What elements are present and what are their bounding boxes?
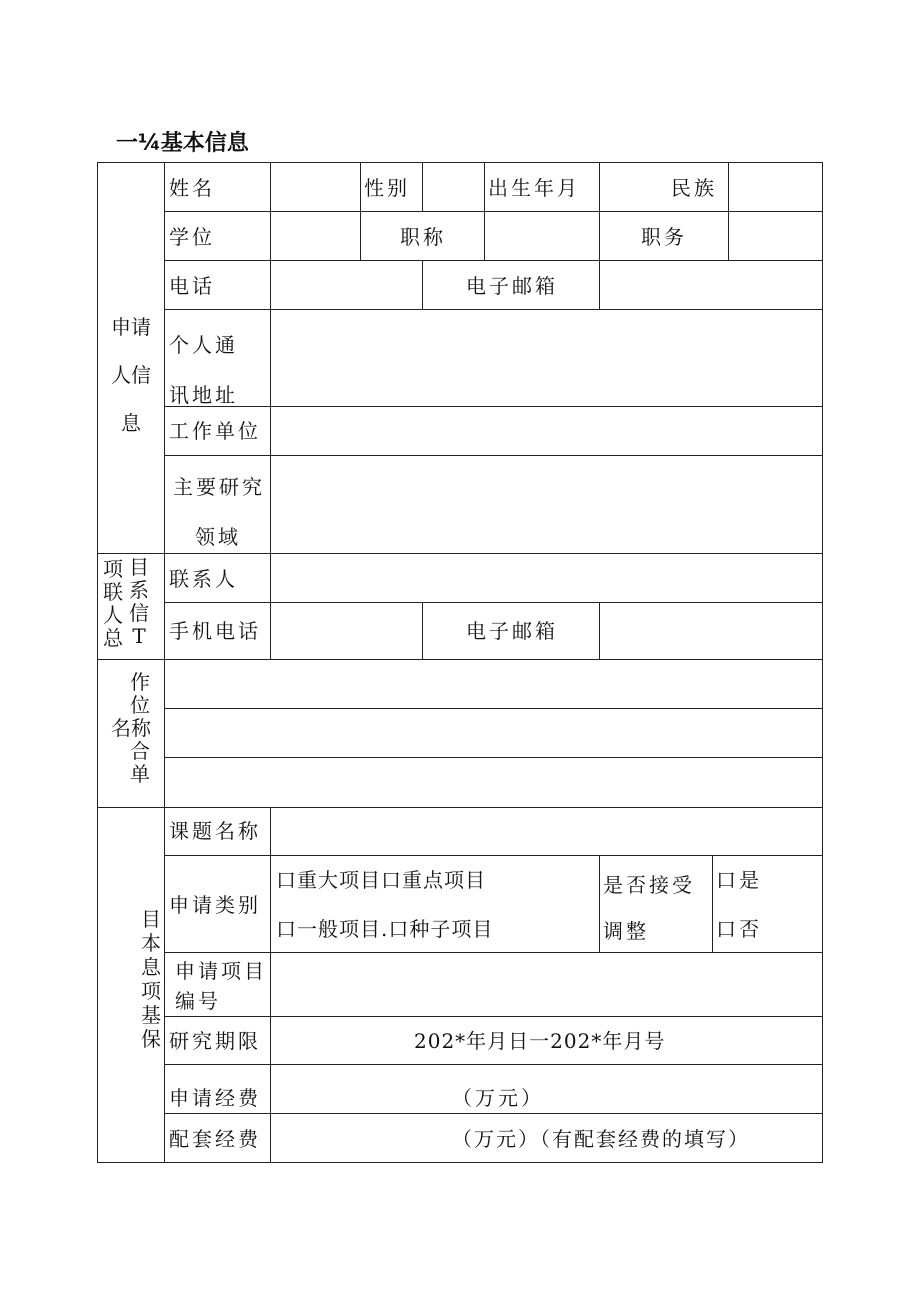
column-divider <box>599 162 600 310</box>
address-label: 个人通 讯地址 <box>169 333 238 407</box>
column-divider <box>599 855 600 953</box>
column-divider <box>360 211 361 261</box>
row-divider <box>97 807 823 808</box>
gender-label: 性别 <box>364 176 410 200</box>
requested-funding-value: （万元） <box>452 1086 544 1110</box>
research-field-label: 主要研究 领域 <box>173 475 265 549</box>
project-basic-info-group-label: 目本息项基保 <box>141 907 161 1051</box>
birth-date-label: 出生年月 <box>488 176 580 200</box>
column-divider <box>599 602 600 660</box>
row-divider <box>164 211 823 212</box>
column-divider <box>484 162 485 261</box>
applicant-group-label: 申请 人信 息 <box>111 315 151 435</box>
table-border-right <box>822 162 823 1163</box>
contact-group-label: 项联人总 目系信T <box>103 555 149 650</box>
position-label: 职务 <box>641 225 687 249</box>
row-divider <box>164 708 823 709</box>
row-divider <box>97 659 823 660</box>
column-divider <box>422 260 423 310</box>
topic-name-label: 课题名称 <box>169 819 261 843</box>
column-divider <box>728 162 729 261</box>
row-divider <box>164 406 823 407</box>
email-label: 电子邮箱 <box>466 274 558 298</box>
accept-adjustment-label: 是否接受 调整 <box>603 873 695 943</box>
row-divider <box>164 1064 823 1065</box>
column-divider <box>422 162 423 212</box>
ethnicity-label: 民族 <box>671 176 717 200</box>
matching-funding-value: （万元）（有配套经费的填写） <box>452 1127 750 1151</box>
row-divider <box>164 952 823 953</box>
name-label: 姓名 <box>169 176 215 200</box>
column-divider <box>360 162 361 212</box>
category-label: 申请类别 <box>169 893 261 917</box>
column-divider <box>422 602 423 660</box>
row-divider <box>164 309 823 310</box>
contact-email-label: 电子邮箱 <box>466 619 558 643</box>
matching-funding-label: 配套经费 <box>169 1127 261 1151</box>
row-divider <box>164 602 823 603</box>
adjust-yes-checkbox[interactable]: 口是 <box>716 868 762 892</box>
research-period-label: 研究期限 <box>169 1029 261 1053</box>
column-divider <box>712 855 713 953</box>
contact-person-label: 联系人 <box>169 567 238 591</box>
column-divider <box>270 162 271 660</box>
row-divider <box>164 855 823 856</box>
column-divider <box>270 807 271 1163</box>
degree-label: 学位 <box>169 225 215 249</box>
column-divider <box>164 162 165 1163</box>
section-heading: 一¼基本信息 <box>116 131 249 156</box>
table-border-top <box>97 162 823 163</box>
partner-units-group-label: 作 位 名称 合 单 <box>111 670 151 786</box>
row-divider <box>164 757 823 758</box>
table-border-bottom <box>97 1162 823 1163</box>
project-number-label: 申请项目 编号 <box>175 959 267 1013</box>
row-divider <box>164 260 823 261</box>
requested-funding-label: 申请经费 <box>169 1086 261 1110</box>
phone-label: 电话 <box>169 274 215 298</box>
category-options-line-2[interactable]: 口一般项目.口种子项目 <box>276 917 494 941</box>
mobile-phone-label: 手机电话 <box>169 619 261 643</box>
research-period-value: 202*年月日一202*年月号 <box>414 1029 666 1053</box>
category-options-line-1[interactable]: 口重大项目口重点项目 <box>276 868 486 892</box>
professional-title-label: 职称 <box>400 225 446 249</box>
row-divider <box>164 1016 823 1017</box>
workplace-label: 工作单位 <box>169 419 261 443</box>
adjust-no-checkbox[interactable]: 口否 <box>716 917 762 941</box>
row-divider <box>164 1113 823 1114</box>
row-divider <box>164 455 823 456</box>
